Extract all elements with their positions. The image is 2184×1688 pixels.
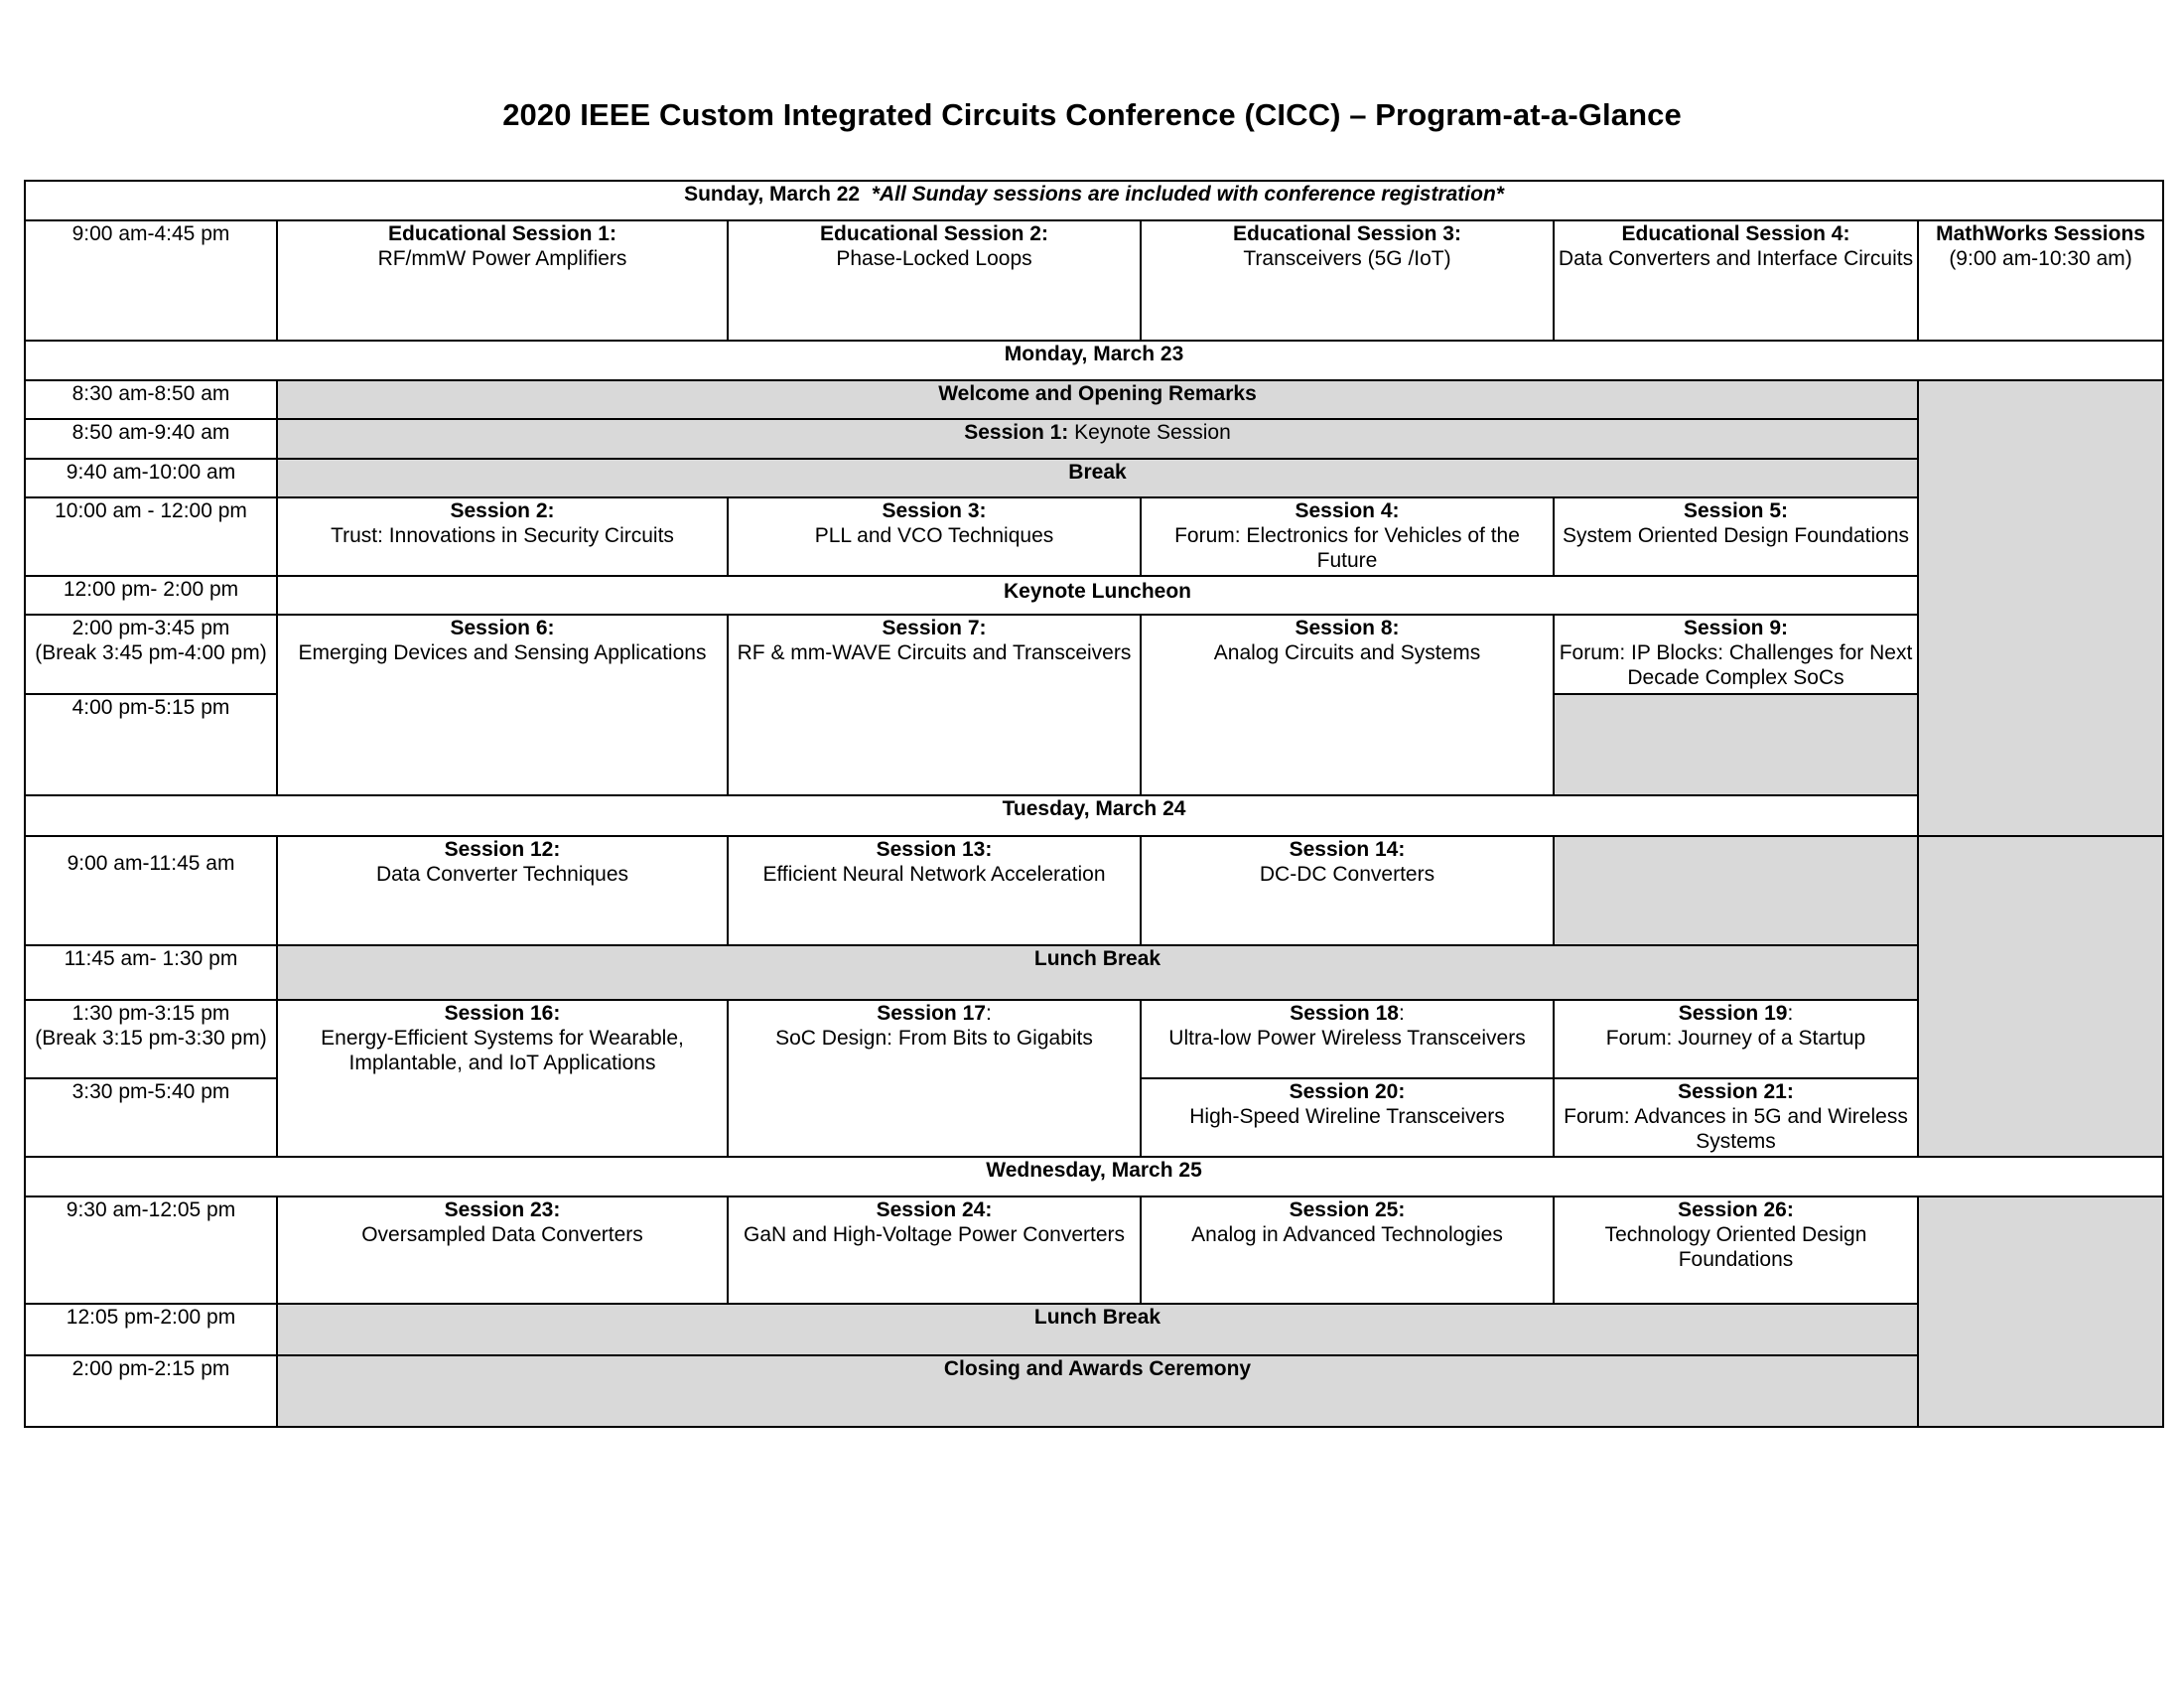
table-row xyxy=(25,576,2163,615)
day-label: Sunday, March 22 xyxy=(684,183,861,206)
lunch-cell: Lunch Break xyxy=(277,945,1918,1000)
session-cell: Session 9: Forum: IP Blocks: Challenges for Next Decade Complex SoCs xyxy=(1554,615,1918,694)
session-cell: Session 23: Oversampled Data Converters xyxy=(277,1196,728,1304)
program-table xyxy=(24,180,2164,1428)
time-slot: 1:30 pm-3:15 pm (Break 3:15 pm-3:30 pm) xyxy=(25,1000,277,1078)
day-label: Wednesday, March 25 xyxy=(25,1157,2163,1196)
table-row xyxy=(25,1304,2163,1355)
luncheon-cell: Keynote Luncheon xyxy=(277,576,1918,615)
session-cell: Session 21: Forum: Advances in 5G and Wireless Systems xyxy=(1554,1078,1918,1157)
empty-cell xyxy=(1554,836,1918,945)
session-cell: Session 6: Emerging Devices and Sensing Applications xyxy=(277,615,728,795)
empty-cell xyxy=(1554,694,1918,795)
session-cell: Session 19: Forum: Journey of a Startup xyxy=(1554,1000,1918,1078)
session-cell: Session 25: Analog in Advanced Technologies xyxy=(1141,1196,1554,1304)
session-cell: Session 5: System Oriented Design Foundations xyxy=(1554,497,1918,576)
time-slot: 8:30 am-8:50 am xyxy=(25,380,277,419)
time-slot: 8:50 am-9:40 am xyxy=(25,419,277,459)
time-slot: 12:00 pm- 2:00 pm xyxy=(25,576,277,615)
break-cell: Break xyxy=(277,459,1918,497)
page-title: 2020 IEEE Custom Integrated Circuits Conference (CICC) – Program-at-a-Glance xyxy=(502,97,1682,132)
session-cell: Session 14: DC-DC Converters xyxy=(1141,836,1554,945)
day-label: Monday, March 23 xyxy=(25,341,2163,380)
lunch-cell: Lunch Break xyxy=(277,1304,1918,1355)
empty-cell xyxy=(1918,380,2163,836)
table-row xyxy=(25,459,2163,497)
time-slot: 9:30 am-12:05 pm xyxy=(25,1196,277,1304)
table-row xyxy=(25,1000,2163,1078)
empty-cell xyxy=(1918,1196,2163,1427)
session-cell: Session 16: Energy-Efficient Systems for Wearable, Implantable, and IoT Applications xyxy=(277,1000,728,1157)
table-row xyxy=(25,220,2163,341)
time-slot: 11:45 am- 1:30 pm xyxy=(25,945,277,1000)
time-slot: 2:00 pm-2:15 pm xyxy=(25,1355,277,1427)
session-cell: Session 8: Analog Circuits and Systems xyxy=(1141,615,1554,795)
table-row xyxy=(25,1355,2163,1427)
day-header-wednesday xyxy=(25,1157,2163,1196)
keynote-cell: Session 1: Keynote Session xyxy=(277,419,1918,459)
time-slot: 4:00 pm-5:15 pm xyxy=(25,694,277,795)
table-row xyxy=(25,497,2163,576)
session-cell: Session 13: Efficient Neural Network Acceleration xyxy=(728,836,1141,945)
session-cell: Session 2: Trust: Innovations in Security Circuits xyxy=(277,497,728,576)
session-cell: Session 17: SoC Design: From Bits to Gigabits xyxy=(728,1000,1141,1157)
table-row xyxy=(25,945,2163,1000)
session-cell: Session 12: Data Converter Techniques xyxy=(277,836,728,945)
empty-cell xyxy=(1918,836,2163,1157)
session-cell: Session 26: Technology Oriented Design Foundations xyxy=(1554,1196,1918,1304)
time-slot: 3:30 pm-5:40 pm xyxy=(25,1078,277,1157)
time-slot: 12:05 pm-2:00 pm xyxy=(25,1304,277,1355)
session-cell: Session 20: High-Speed Wireline Transceivers xyxy=(1141,1078,1554,1157)
session-cell: Session 18: Ultra-low Power Wireless Transceivers xyxy=(1141,1000,1554,1078)
table-row xyxy=(25,615,2163,694)
day-header-sunday xyxy=(25,181,2163,220)
closing-cell: Closing and Awards Ceremony xyxy=(277,1355,1918,1427)
table-row xyxy=(25,380,2163,419)
table-row xyxy=(25,419,2163,459)
time-slot: 9:00 am-11:45 am xyxy=(25,836,277,945)
session-cell: Session 4: Forum: Electronics for Vehicles of the Future xyxy=(1141,497,1554,576)
table-row xyxy=(25,1196,2163,1304)
session-cell: Session 7: RF & mm-WAVE Circuits and Transceivers xyxy=(728,615,1141,795)
day-label: Tuesday, March 24 xyxy=(25,795,2163,836)
session-cell: Educational Session 4: Data Converters and Interface Circuits xyxy=(1554,220,1918,341)
plenary-cell: Welcome and Opening Remarks xyxy=(277,380,1918,419)
day-header-monday xyxy=(25,341,2163,380)
day-note: *All Sunday sessions are included with conference registration* xyxy=(871,183,1504,206)
session-cell: Educational Session 3: Transceivers (5G /IoT) xyxy=(1141,220,1554,341)
day-header-tuesday xyxy=(25,795,2163,836)
time-slot: 10:00 am - 12:00 pm xyxy=(25,497,277,576)
time-slot: 9:40 am-10:00 am xyxy=(25,459,277,497)
time-slot: 9:00 am-4:45 pm xyxy=(25,220,277,341)
table-row xyxy=(25,836,2163,945)
time-slot: 2:00 pm-3:45 pm (Break 3:45 pm-4:00 pm) xyxy=(25,615,277,694)
session-cell: Session 3: PLL and VCO Techniques xyxy=(728,497,1141,576)
session-cell: Session 24: GaN and High-Voltage Power Converters xyxy=(728,1196,1141,1304)
session-cell: MathWorks Sessions (9:00 am-10:30 am) xyxy=(1918,220,2163,341)
session-cell: Educational Session 2: Phase-Locked Loops xyxy=(728,220,1141,341)
session-cell: Educational Session 1: RF/mmW Power Amplifiers xyxy=(277,220,728,341)
